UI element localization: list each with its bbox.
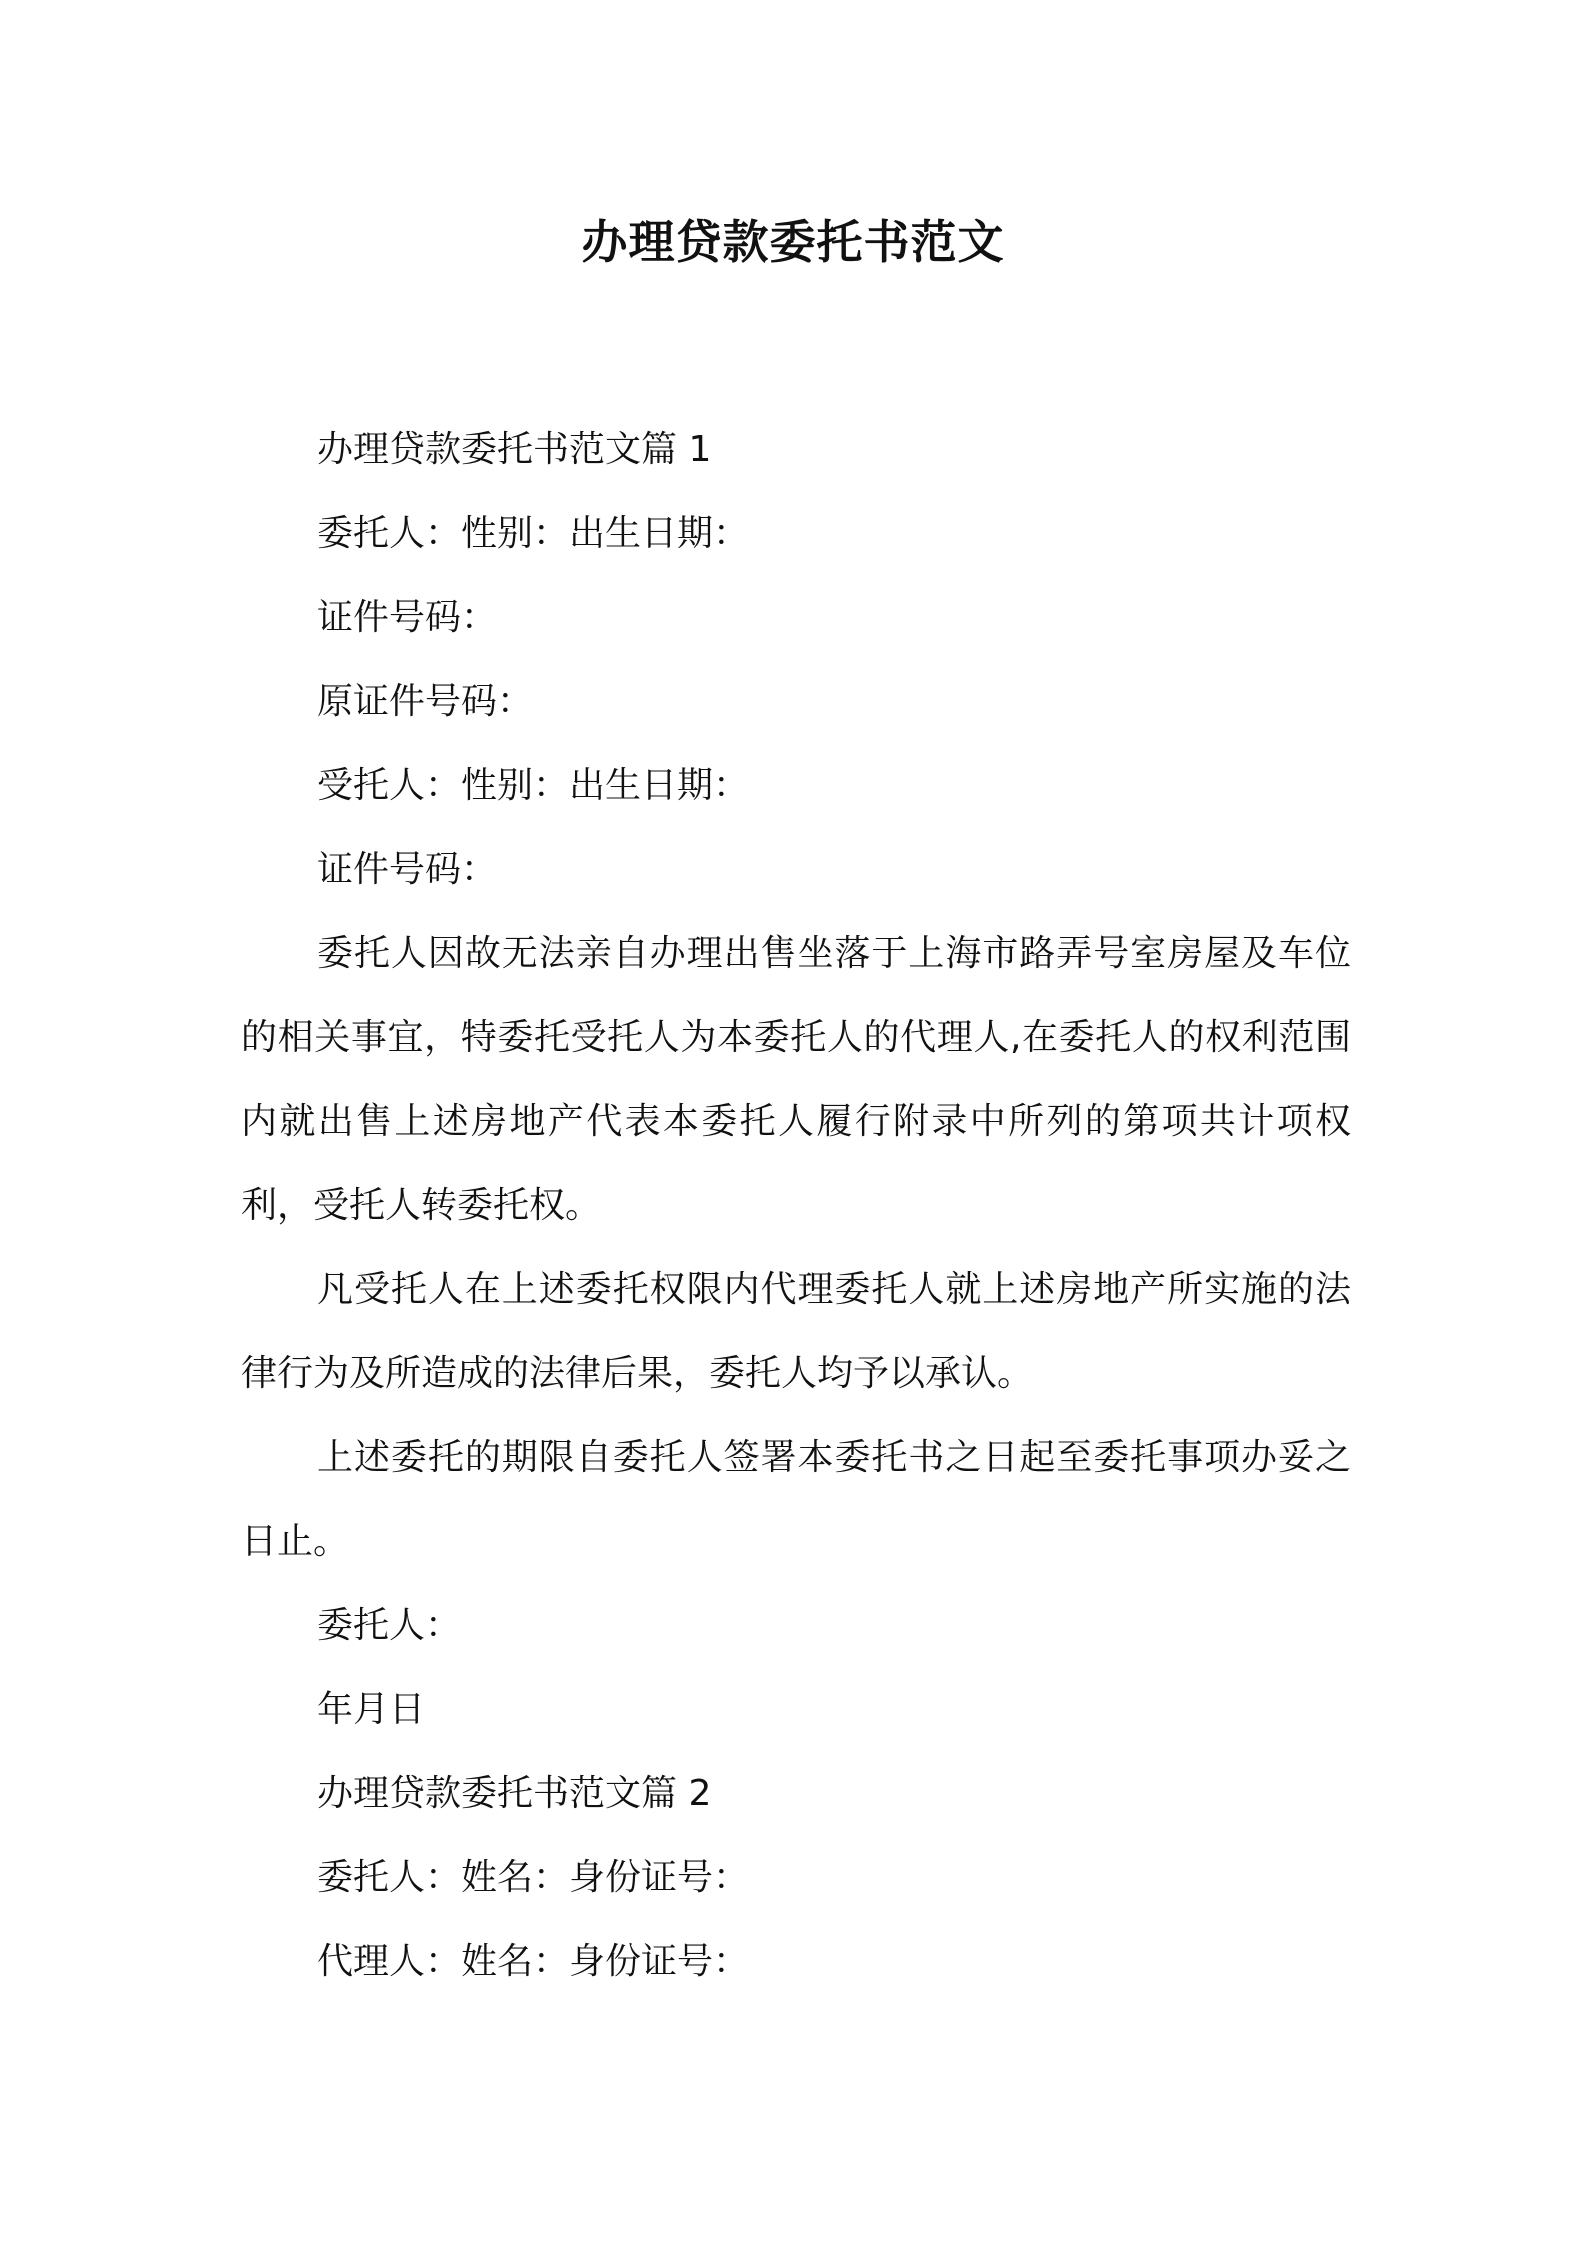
liability-paragraph: 凡受托人在上述委托权限内代理委托人就上述房地产所实施的法律行为及所造成的法律后果，委托人均予以承认。	[241, 1269, 1351, 1394]
date-line: 年月日	[317, 1689, 426, 1730]
agent-id-line: 证件号码：	[317, 849, 498, 890]
principal-id-line: 证件号码：	[317, 597, 498, 638]
principal-name-id-line: 委托人：姓名：身份证号：	[317, 1857, 750, 1898]
principal-info-line: 委托人：性别：出生日期：	[317, 513, 750, 554]
principal-signature-line: 委托人：	[317, 1605, 462, 1646]
section-heading-2: 办理贷款委托书范文篇 2	[317, 1773, 712, 1814]
delegation-paragraph: 委托人因故无法亲自办理出售坐落于上海市路弄号室房屋及车位的相关事宜，特委托受托人为本委托人的代理人,在委托人的权利范围内就出售上述房地产代表本委托人履行附录中所列的第项共计项权利，受托人转委托权。	[241, 933, 1351, 1226]
section-heading-1: 办理贷款委托书范文篇 1	[317, 429, 712, 470]
document-title: 办理贷款委托书范文	[581, 215, 1005, 269]
agent-name-id-line: 代理人：姓名：身份证号：	[317, 1941, 750, 1982]
agent-info-line: 受托人：性别：出生日期：	[317, 765, 750, 806]
term-paragraph: 上述委托的期限自委托人签署本委托书之日起至委托事项办妥之日止。	[241, 1437, 1351, 1562]
document-body	[241, 408, 1351, 2004]
principal-original-id-line: 原证件号码：	[317, 681, 534, 722]
